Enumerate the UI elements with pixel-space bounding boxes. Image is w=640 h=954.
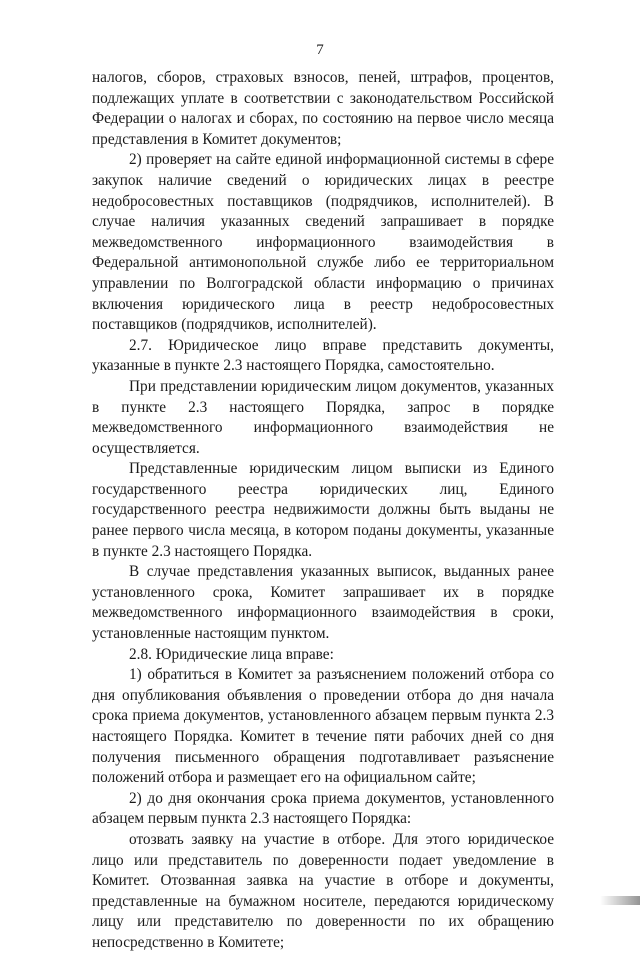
paragraph: 2) до дня окончания срока приема документов, установленного абзацем первым пункта 2.3 настоящего Порядка: [92,789,554,828]
paragraph: 2.8. Юридические лица вправе: [129,645,334,663]
paragraph: Представленные юридическим лицом выписки из Единого государственного реестра юридических лиц, Единого государственного реестра недвижимости должны быть выданы не ранее первого числа месяца, в котором поданы документы, указанные в пункте 2.3 настоящего Порядка. [92,460,554,560]
document-body [92,68,554,954]
paragraph: отозвать заявку на участие в отборе. Для этого юридическое лицо или представитель по доверенности подает уведомление в Комитет. Отозванная заявка на участие в отборе и документы, представленные на бумажном носителе, передаются юридическому лицу или представителю по доверенности по их обращению непосредственно в Комитете; [92,830,554,951]
scan-edge-mark [600,896,640,905]
paragraph: При представлении юридическим лицом документов, указанных в пункте 2.3 настоящего Порядка, запрос в порядке межведомственного информационного взаимодействия не осуществляется. [92,377,554,457]
paragraph: 1) обратиться в Комитет за разъяснением положений отбора со дня опубликования объявления о проведении отбора до дня начала срока приема документов, установленного абзацем первым пункта 2.3 настоящего Порядка. Комитет в течение пяти рабочих дней со дня получения письменного обращения подготавливает разъяснение положений отбора и размещает его на официальном сайте; [92,666,554,787]
paragraph: налогов, сборов, страховых взносов, пеней, штрафов, процентов, подлежащих уплате в соответствии с законодательством Российской Федерации о налогах и сборах, по состоянию на первое число месяца представления в Комитет документов; [92,69,554,148]
paragraph: В случае представления указанных выписок, выданных ранее установленного срока, Комитет запрашивает их в порядке межведомственного информационного взаимодействия в сроки, установленные настоящим пунктом. [92,563,554,643]
paragraph: 2.7. Юридическое лицо вправе представить документы, указанные в пункте 2.3 настоящего Порядка, самостоятельно. [92,336,554,375]
paragraph: 2) проверяет на сайте единой информационной системы в сфере закупок наличие сведений о юридических лицах в реестре недобросовестных поставщиков (подрядчиков, исполнителей). В случае наличия указанных сведений запрашивает в порядке межведомственного информационного взаимодействия в Федеральной антимонопольной службе либо ее территориальном управлении по Волгоградской области информацию о причинах включения юридического лица в реестр недобросовестных поставщиков (подрядчиков, исполнителей). [92,151,554,334]
page-number: 7 [316,42,324,58]
